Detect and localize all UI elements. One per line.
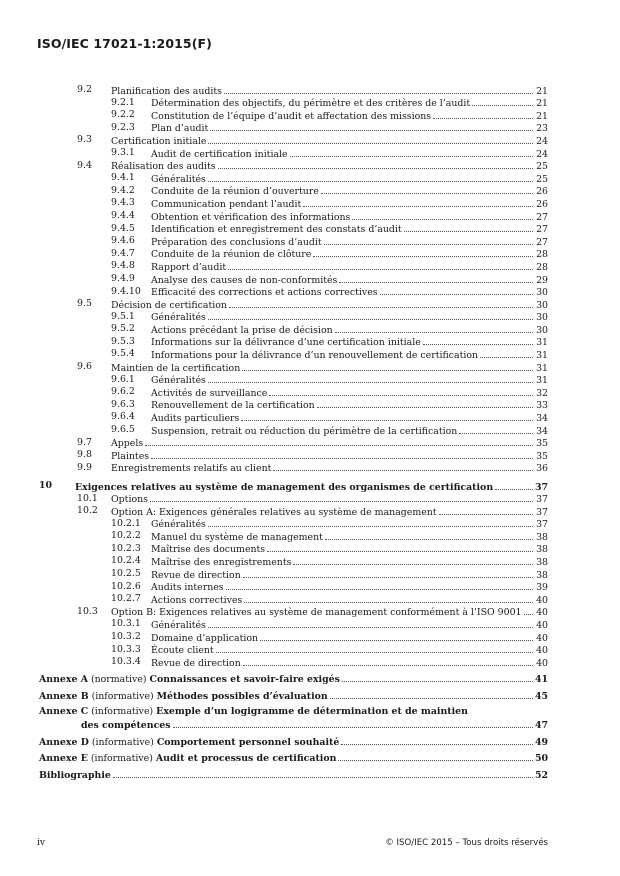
toc-entry-number: 9.6.1 [111, 373, 135, 385]
toc-entry-number: 9.4.10 [111, 285, 141, 297]
toc-entry-title: Certification initiale [111, 135, 207, 147]
toc-page-number: 34 [536, 413, 548, 425]
toc-entry-annex-e[interactable] [0, 752, 620, 765]
toc-entry[interactable] [0, 185, 620, 198]
toc-page-number: 30 [536, 299, 548, 311]
toc-entry-title: Plaintes [111, 450, 150, 462]
dot-leader [269, 386, 533, 396]
toc-entry[interactable] [0, 644, 620, 657]
toc-page-number: 21 [536, 85, 548, 97]
toc-entry[interactable] [0, 399, 620, 412]
toc-entry[interactable] [0, 518, 620, 531]
toc-entry-title: Informations sur la délivrance d’une certification initiale [151, 337, 421, 349]
dot-leader [404, 223, 533, 233]
toc-entry-title: Revue de direction [151, 657, 241, 669]
dot-leader [459, 424, 533, 434]
toc-page-number: 47 [534, 720, 548, 732]
toc-entry[interactable] [0, 606, 620, 619]
toc-page-number: 26 [536, 186, 548, 198]
toc-page-number: 30 [536, 324, 548, 336]
toc-page-number: 40 [536, 607, 548, 619]
toc-entry-number: 9.6.3 [111, 398, 135, 410]
toc-entry-number: 10.3.4 [111, 656, 141, 668]
dot-leader [439, 505, 533, 515]
toc-entry-title: Analyse des causes de non-conformités [151, 274, 338, 286]
footer-page-number: iv [37, 838, 45, 848]
toc-page-number: 26 [536, 198, 548, 210]
dot-leader [173, 719, 533, 729]
toc-entry-title: Rapport d’audit [151, 261, 227, 273]
toc-entry-annex-d[interactable] [0, 735, 620, 748]
dot-leader [243, 656, 533, 666]
toc-entry-title: Options [111, 494, 148, 506]
toc-entry[interactable] [0, 348, 620, 361]
toc-entry-number: 9.4.6 [111, 235, 135, 247]
dot-leader [151, 449, 533, 459]
toc-entry-number: 10.2.6 [111, 580, 141, 592]
annex-kind: (informative) [91, 736, 154, 748]
toc-page-number: 40 [536, 657, 548, 669]
dot-leader [228, 260, 533, 270]
toc-entry-number: 9.4 [77, 159, 92, 171]
toc-entry-title: Planification des audits [111, 85, 222, 97]
dot-leader [150, 493, 533, 503]
toc-page-number: 40 [536, 632, 548, 644]
toc-entry-title: Détermination des objectifs, du périmètre et des critères de l’audit [151, 98, 471, 110]
dot-leader [524, 606, 533, 616]
toc-entry-number: 10.2.4 [111, 555, 141, 567]
toc-entry-title: Réalisation des audits [111, 161, 216, 173]
toc-page-number: 38 [536, 569, 548, 581]
toc-page-number: 33 [536, 400, 548, 412]
dot-leader [352, 210, 533, 220]
toc-entry-number: 9.8 [77, 449, 92, 461]
toc-entry[interactable] [0, 134, 620, 147]
dot-leader [380, 286, 533, 296]
dot-leader [325, 530, 533, 540]
toc-entry[interactable] [0, 386, 620, 399]
toc-page-number: 40 [536, 594, 548, 606]
toc-entry-bibliography[interactable] [0, 768, 620, 781]
toc-entry[interactable] [0, 260, 620, 273]
dot-leader [339, 273, 533, 283]
toc-page-number: 39 [536, 582, 548, 594]
toc-entry-number: 9.5.2 [111, 323, 135, 335]
toc-entry[interactable] [0, 449, 620, 462]
dot-leader [216, 644, 533, 654]
toc-page-number: 32 [536, 387, 548, 399]
toc-entry[interactable] [0, 555, 620, 568]
toc-entry[interactable] [0, 411, 620, 424]
toc-entry-title: Conduite de la réunion d’ouverture [151, 186, 319, 198]
annex-label: Annexe A [39, 674, 88, 686]
dot-leader [242, 361, 533, 371]
toc-entry-title: Appels [111, 438, 144, 450]
toc-entry-number: 10.3 [77, 605, 98, 617]
toc-entry[interactable] [0, 248, 620, 261]
toc-entry[interactable] [0, 210, 620, 223]
toc-page-number: 28 [536, 249, 548, 261]
toc-entry-number: 9.4.3 [111, 197, 135, 209]
toc-page-number: 27 [536, 224, 548, 236]
toc-entry-number: 10 [39, 479, 53, 491]
annex-label: Annexe E [39, 753, 88, 765]
toc-entry-number: 10.3.3 [111, 643, 141, 655]
toc-entry-number: 9.2.3 [111, 121, 135, 133]
toc-entry[interactable] [0, 462, 620, 475]
toc-entry-number: 9.2.1 [111, 96, 135, 108]
annex-label: Annexe B [39, 691, 89, 702]
toc-entry-title: Option A: Exigences générales relatives au système de management [111, 506, 437, 518]
toc-entry-title: Généralités [151, 312, 206, 324]
toc-entry-title: Décision de certification [111, 299, 227, 311]
toc-entry-number: 9.5 [77, 298, 92, 310]
toc-entry[interactable] [0, 493, 620, 506]
dot-leader [273, 462, 533, 472]
annex-label: Annexe D [39, 736, 89, 748]
toc-entry-title: Activités de surveillance [151, 387, 268, 399]
toc-section-10 [0, 480, 620, 669]
toc-entry-title: Identification et enregistrement des constats d’audit [151, 224, 402, 236]
table-of-contents [0, 84, 620, 781]
dot-leader [243, 568, 533, 578]
toc-entry[interactable] [0, 122, 620, 135]
toc-entry-number: 9.5.3 [111, 335, 135, 347]
toc-entry-number: 10.2.5 [111, 568, 141, 580]
toc-entry-title: Maîtrise des enregistrements [151, 557, 292, 569]
dot-leader [145, 437, 533, 447]
annex-title: Connaissances et savoir-faire exigés [149, 674, 340, 686]
toc-entry[interactable] [0, 311, 620, 324]
toc-entry-number: 9.4.9 [111, 272, 135, 284]
annex-title: Comportement personnel souhaité [156, 736, 340, 748]
dot-leader [330, 689, 533, 699]
toc-page-number: 29 [536, 274, 548, 286]
dot-leader [293, 555, 533, 565]
toc-entry-title: Écoute client [151, 645, 214, 657]
toc-entry-title: Constitution de l’équipe d’audit et affectation des missions [151, 110, 432, 122]
dot-leader [313, 248, 533, 258]
toc-entry-number: 9.6.2 [111, 386, 135, 398]
toc-entry-number: 10.3.1 [111, 618, 141, 630]
toc-entry-annex-b[interactable] [0, 689, 620, 702]
toc-entry[interactable] [0, 374, 620, 387]
dot-leader [260, 631, 533, 641]
toc-entry-title: Exigences relatives au système de management des organismes de certification [75, 481, 494, 493]
toc-entry-number: 10.2.3 [111, 542, 141, 554]
dot-leader [324, 235, 533, 245]
toc-entry-title: Généralités [151, 375, 206, 387]
toc-entry-title: Maîtrise des documents [151, 544, 266, 556]
dot-leader [433, 109, 533, 119]
toc-entry-title: Communication pendant l’audit [151, 198, 302, 210]
toc-page-number: 31 [536, 337, 548, 349]
dot-leader [321, 185, 533, 195]
toc-entry-title: Plan d’audit [151, 123, 209, 135]
dot-leader [208, 172, 533, 182]
dot-leader [218, 160, 533, 170]
toc-entry-number: 10.2 [77, 505, 98, 517]
dot-leader [267, 543, 533, 553]
toc-entry[interactable] [0, 197, 620, 210]
toc-entry-title: Audit de certification initiale [151, 148, 288, 160]
toc-page-number: 35 [536, 438, 548, 450]
toc-entry-title: Domaine d’application [151, 632, 259, 644]
toc-entry[interactable] [0, 505, 620, 518]
toc-page-number: 38 [536, 544, 548, 556]
toc-entry[interactable] [0, 97, 620, 110]
toc-entry-number: 9.3.1 [111, 146, 135, 158]
toc-entry-number: 9.4.4 [111, 209, 135, 221]
dot-leader [290, 147, 533, 157]
toc-section-9 [0, 84, 620, 474]
toc-page-number: 25 [536, 161, 548, 173]
annex-title-continued: des compétences [81, 720, 171, 732]
toc-page-number: 37 [536, 506, 548, 518]
annex-label: Annexe C [39, 706, 89, 717]
toc-page-number: 38 [536, 557, 548, 569]
annex-kind: (normative) [90, 674, 147, 686]
toc-entry-number: 9.5.1 [111, 310, 135, 322]
toc-entry[interactable] [0, 286, 620, 299]
annex-kind: (informative) [91, 691, 154, 702]
toc-entry-title: Obtention et vérification des informations [151, 211, 351, 223]
annex-title: Exemple d’un logigramme de détermination et de maintien [156, 706, 468, 717]
toc-entry-number: 9.6 [77, 361, 92, 373]
toc-page-number: 27 [536, 236, 548, 248]
toc-entry-title: Préparation des conclusions d’audit [151, 236, 322, 248]
toc-entry-number: 10.2.2 [111, 530, 141, 542]
dot-leader [208, 518, 533, 528]
dot-leader [335, 323, 533, 333]
toc-page-number: 31 [536, 362, 548, 374]
toc-page-number: 40 [536, 645, 548, 657]
toc-entry-number: 10.3.2 [111, 631, 141, 643]
toc-entry-number: 10.1 [77, 492, 98, 504]
toc-entry-title: Renouvellement de la certification [151, 400, 315, 412]
toc-entry-number: 9.4.2 [111, 184, 135, 196]
dot-leader [226, 581, 533, 591]
toc-entry-title: Conduite de la réunion de clôture [151, 249, 312, 261]
toc-page-number: 35 [536, 450, 548, 462]
dot-leader [241, 411, 533, 421]
toc-entry[interactable] [0, 593, 620, 606]
toc-entry[interactable] [0, 273, 620, 286]
toc-entry-number: 9.4.5 [111, 222, 135, 234]
dot-leader [342, 673, 533, 683]
toc-entry-title: Généralités [151, 519, 206, 531]
toc-entry-number: 9.4.8 [111, 260, 135, 272]
toc-page-number: 40 [536, 620, 548, 632]
toc-page-number: 41 [534, 674, 548, 686]
toc-entry[interactable] [0, 235, 620, 248]
toc-entry-title: Informations pour la délivrance d’un renouvellement de certification [151, 350, 479, 362]
toc-entry[interactable] [0, 581, 620, 594]
toc-entry-number: 10.2.1 [111, 517, 141, 529]
dot-leader [303, 197, 533, 207]
toc-entry-title: Suspension, retrait ou réduction du périmètre de la certification [151, 425, 458, 437]
toc-entry[interactable] [0, 543, 620, 556]
toc-entry-title: Enregistrements relatifs au client [111, 463, 272, 475]
dot-leader [495, 480, 533, 490]
toc-entry-title: Audits internes [151, 582, 224, 594]
toc-entry-number: 9.4.1 [111, 172, 135, 184]
toc-page-number: 50 [534, 753, 548, 765]
dot-leader [423, 336, 533, 346]
toc-entry-title: Option B: Exigences relatives au système de management conformément à l’ISO 9001 [111, 607, 522, 619]
toc-entry[interactable] [0, 84, 620, 97]
toc-page-number: 30 [536, 312, 548, 324]
dot-leader [472, 97, 533, 107]
dot-leader [317, 399, 533, 409]
toc-entry-number: 9.9 [77, 461, 92, 473]
toc-entry-title: Manuel du système de management [151, 531, 323, 543]
toc-entry[interactable] [0, 160, 620, 173]
dot-leader [341, 735, 533, 745]
toc-entry-number: 9.2 [77, 84, 92, 95]
toc-page-number: 45 [534, 691, 548, 702]
toc-entry-number: 9.4.7 [111, 247, 135, 259]
toc-entry-number: 9.6.4 [111, 411, 135, 423]
toc-entry-title: Actions précédant la prise de décision [151, 324, 333, 336]
toc-entry-number: 9.6.5 [111, 424, 135, 436]
toc-page-number: 34 [536, 425, 548, 437]
toc-page-number: 37 [534, 481, 548, 493]
toc-entry[interactable] [0, 361, 620, 374]
annex-title: Audit et processus de certification [155, 753, 337, 765]
toc-page-number: 31 [536, 375, 548, 387]
toc-entry[interactable] [0, 172, 620, 185]
toc-page-number: 49 [534, 736, 548, 748]
toc-entry[interactable] [0, 437, 620, 450]
toc-page-number: 31 [536, 350, 548, 362]
annex-title: Méthodes possibles d’évaluation [156, 691, 328, 702]
dot-leader [229, 298, 533, 308]
toc-page-number: 23 [536, 123, 548, 135]
toc-entry-annex-c[interactable] [0, 706, 620, 731]
toc-entry-number: 9.7 [77, 436, 92, 448]
toc-entry[interactable] [0, 424, 620, 437]
dot-leader [208, 618, 533, 628]
dot-leader [244, 593, 533, 603]
dot-leader [208, 134, 533, 144]
bibliography-title: Bibliographie [39, 769, 111, 781]
toc-page-number: 30 [536, 287, 548, 299]
toc-entry[interactable] [0, 618, 620, 631]
toc-page-number: 21 [536, 110, 548, 122]
dot-leader [480, 348, 533, 358]
document-id-header: ISO/IEC 17021-1:2015(F) [37, 36, 212, 51]
toc-entry-number: 9.5.4 [111, 348, 135, 360]
toc-page-number: 24 [536, 148, 548, 160]
footer-copyright: © ISO/IEC 2015 – Tous droits réservés [385, 838, 548, 848]
toc-entry[interactable] [0, 147, 620, 160]
toc-page-number: 37 [536, 519, 548, 531]
toc-page-number: 27 [536, 211, 548, 223]
toc-page-number: 52 [534, 769, 548, 781]
toc-entry[interactable] [0, 656, 620, 669]
dot-leader [208, 374, 533, 384]
toc-page-number: 25 [536, 173, 548, 185]
toc-entry-number: 9.3 [77, 134, 92, 146]
dot-leader [113, 768, 533, 778]
toc-entry-title: Audits particuliers [151, 413, 240, 425]
annex-kind: (informative) [91, 706, 154, 717]
toc-entry-title: Généralités [151, 173, 206, 185]
toc-entry[interactable] [0, 480, 620, 493]
toc-entry-number: 10.2.7 [111, 593, 141, 605]
toc-entry-title: Efficacité des corrections et actions correctives [151, 287, 378, 299]
toc-page-number: 36 [536, 463, 548, 475]
toc-entry[interactable] [0, 323, 620, 336]
toc-entry[interactable] [0, 298, 620, 311]
toc-entry-number: 9.2.2 [111, 109, 135, 121]
toc-entry[interactable] [0, 336, 620, 349]
toc-entry-annex-a[interactable] [0, 673, 620, 686]
toc-entry-title: Actions correctives [151, 594, 243, 606]
toc-page-number: 38 [536, 531, 548, 543]
dot-leader [210, 122, 533, 132]
dot-leader [338, 752, 533, 762]
toc-page-number: 37 [536, 494, 548, 506]
annex-kind: (informative) [90, 753, 153, 765]
toc-page-number: 21 [536, 98, 548, 110]
toc-entry[interactable] [0, 109, 620, 122]
toc-page-number: 24 [536, 135, 548, 147]
toc-page-number: 28 [536, 261, 548, 273]
toc-entry[interactable] [0, 530, 620, 543]
toc-entry-title: Revue de direction [151, 569, 241, 581]
toc-entry[interactable] [0, 631, 620, 644]
dot-leader [208, 311, 533, 321]
toc-entry-title: Généralités [151, 620, 206, 632]
toc-entry[interactable] [0, 568, 620, 581]
toc-entry[interactable] [0, 223, 620, 236]
toc-entry-title: Maintien de la certification [111, 362, 241, 374]
dot-leader [224, 84, 533, 94]
